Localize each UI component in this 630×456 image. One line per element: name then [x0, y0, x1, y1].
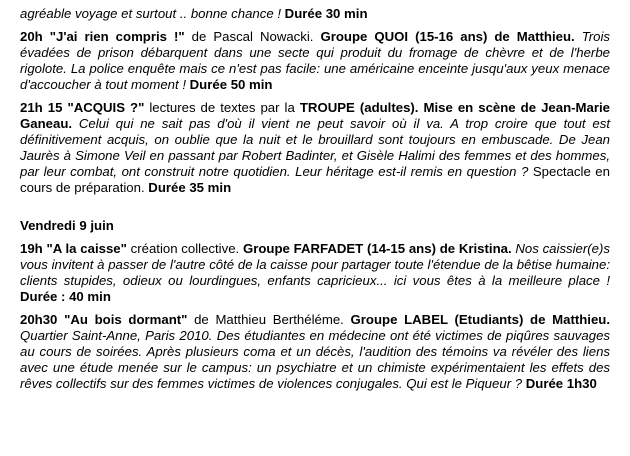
intro-text: agréable voyage et surtout .. bonne chance ! [20, 6, 285, 21]
event-a-la-caisse [20, 241, 610, 305]
event-credit: de Matthieu Berthéléme. [187, 312, 351, 327]
event-description: Celui qui ne sait pas d'où il vient ne peut savoir où il va. A trop croire que tout est définitivement acquis, on oublie que la nuit et le brouillard sont toujours en embuscade. De Jean Jaurès à Simone Veil en passant par Robert Badinter, et Gisèle Halimi des femmes et des hommes, par leur combat, ont construit notre quotidien. Leur héritage est-il remis en question ? [20, 116, 610, 179]
event-credit: de Pascal Nowacki. [184, 29, 321, 44]
event-credit: lectures de textes par la [144, 100, 300, 115]
event-group: Groupe FARFADET (14-15 ans) de Kristina. [242, 241, 512, 256]
event-group: Groupe LABEL (Etudiants) de Matthieu. [350, 312, 610, 327]
event-extra: Spectacle en cours de préparation. [20, 164, 610, 195]
event-description: Quartier Saint-Anne, Paris 2010. Des étudiantes en médecine ont été victimes de piqûres sauvages au cours de soirées. Après plusieurs coma et un décès, l'audition des témoins va révéler des liens avec une étude menée sur le campus: un psychiatre et un chimiste expérimentaient les effets des rêves collectifs sur des femmes victimes de violences conjugales. Qui est le Piqueur ? [20, 328, 610, 391]
event-title: 20h30 "Au bois dormant" [20, 312, 188, 327]
event-jai-rien-compris [20, 29, 610, 93]
event-description: Trois évadées de prison débarquent dans une secte qui produit du fromage de chèvre et de l'herbe rigolote. La police enquête mais ce n'est pas facile: une américaine enceinte jusqu'aux yeux menace d'accoucher à tout moment ! [20, 29, 611, 92]
event-au-bois-dormant [20, 312, 610, 392]
event-title: 19h "A la caisse" [20, 241, 127, 256]
intro-duration: Durée 30 min [284, 6, 368, 21]
event-duration: Durée 35 min [148, 180, 232, 195]
event-title: 21h 15 "ACQUIS ?" [20, 100, 145, 115]
event-group: Groupe QUOI (15-16 ans) de Matthieu. [320, 29, 575, 44]
event-duration: Durée : 40 min [20, 289, 111, 304]
intro-paragraph [20, 6, 610, 22]
event-acquis [20, 100, 610, 196]
event-credit: création collective. [126, 241, 243, 256]
event-duration: Durée 50 min [189, 77, 273, 92]
day-heading: Vendredi 9 juin [20, 218, 114, 233]
event-duration: Durée 1h30 [525, 376, 597, 391]
event-description: Nos caissier(e)s vous invitent à passer de l'autre côté de la caisse pour partager toute l'étendue de la bêtise humaine: clients stupides, odieux ou lourdingues, enfants capricieux... ici vous êtes à la meilleure place ! [20, 241, 610, 288]
event-group: TROUPE (adultes). Mise en scène de Jean-Marie Ganeau. [20, 100, 610, 131]
event-title: 20h "J'ai rien compris !" [20, 29, 185, 44]
